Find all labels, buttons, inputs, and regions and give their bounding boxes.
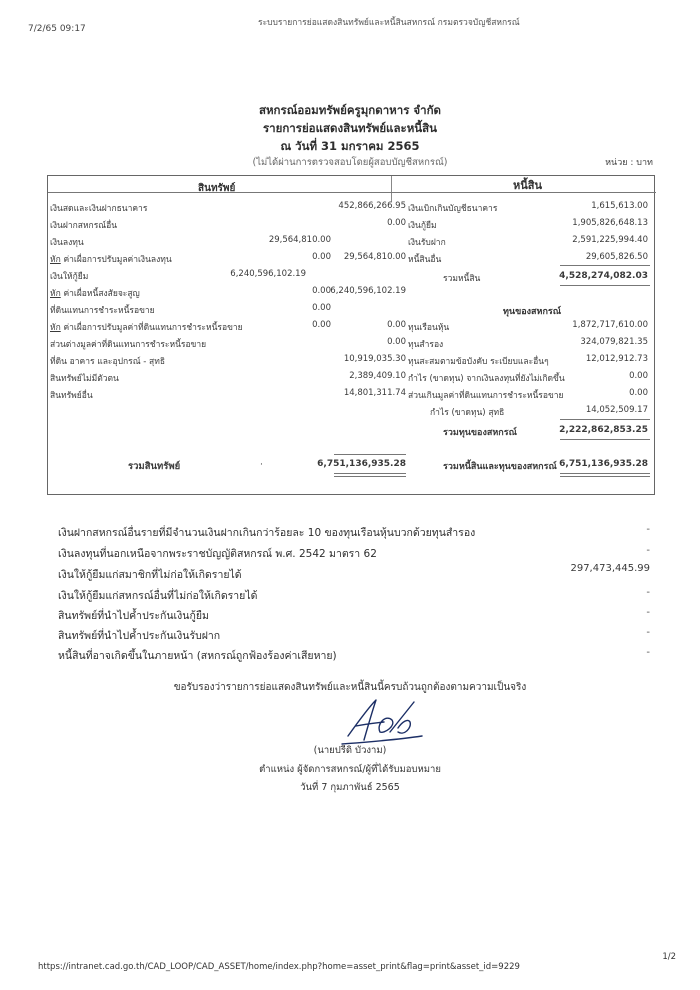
equity-label: ทุนสำรอง (408, 340, 444, 350)
deduct-prefix: หัก (50, 289, 61, 299)
equity-value: 0.00 (629, 388, 648, 398)
equity-label: กำไร (ขาดทุน) จากเงินลงทุนที่ยังไม่เกิดขึ้น (408, 374, 565, 384)
liability-label: หนี้สินอื่น (408, 255, 442, 265)
asset-net: 452,866,266.95 (338, 201, 406, 211)
asset-net: 14,801,311.74 (343, 388, 406, 398)
disclosure-value: - (646, 587, 650, 598)
liability-subtotal-line (560, 265, 650, 266)
assets-total-line-2 (334, 476, 406, 477)
deduct-prefix: หัก (50, 323, 61, 333)
assets-total-top-line (334, 454, 406, 455)
grand-total-label: รวมหนี้สินและทุนของสหกรณ์ (443, 462, 557, 472)
page-number: 1/2 (662, 952, 676, 962)
disclosure-label: เงินให้กู้ยืมแก่สมาชิกที่ไม่ก่อให้เกิดรายได้ (58, 569, 242, 581)
asset-label: เงินสดและเงินฝากธนาคาร (50, 204, 148, 214)
disclosure-value: - (646, 607, 650, 618)
disclosure-value: - (646, 524, 650, 535)
liability-value: 1,905,826,648.13 (572, 218, 648, 228)
equity-total-line (560, 439, 650, 440)
equity-value: 324,079,821.35 (580, 337, 648, 347)
asset-net: 0.00 (387, 320, 406, 330)
equity-value: 0.00 (629, 371, 648, 381)
unit-label: หน่วย : บาท (605, 158, 653, 168)
asset-label: สินทรัพย์ไม่มีตัวตน (50, 374, 119, 384)
asset-label: ที่ดินแทนการชำระหนี้รอขาย (50, 306, 155, 316)
equity-total: 2,222,862,853.25 (559, 425, 648, 435)
audit-note: (ไม่ได้ผ่านการตรวจสอบโดยผู้สอบบัญชีสหกรณ์) (252, 157, 448, 168)
signatory-position: ตำแหน่ง ผู้จัดการสหกรณ์/ผู้ที่ได้รับมอบหมาย (259, 764, 441, 775)
grand-total-line-1 (560, 473, 650, 474)
signatory-name: (นายปรีดิ บัวงาม) (313, 745, 387, 756)
asset-amount: 29,564,810.00 (268, 235, 331, 245)
equity-label: ทุนเรือนหุ้น (408, 323, 450, 333)
asset-amount: 0.00 (312, 320, 331, 330)
liabilities-total-label: รวมหนี้สิน (443, 274, 481, 284)
disclosure-label: สินทรัพย์ที่นำไปค้ำประกันเงินรับฝาก (58, 630, 221, 642)
assets-total: 6,751,136,935.28 (317, 459, 406, 469)
disclosure-label: สินทรัพย์ที่นำไปค้ำประกันเงินกู้ยืม (58, 610, 209, 622)
disclosure-value: - (646, 627, 650, 638)
asset-label: ที่ดิน อาคาร และอุปกรณ์ - สุทธิ (50, 357, 166, 367)
statement-box (47, 175, 655, 495)
disclosure-label: เงินฝากสหกรณ์อื่นรายที่มีจำนวนเงินฝากเกินกว่าร้อยละ 10 ของทุนเรือนหุ้นบวกด้วยทุนสำรอง (58, 527, 476, 539)
equity-value: 12,012,912.73 (585, 354, 648, 364)
signature-date: วันที่ 7 กุมภาพันธ์ 2565 (300, 782, 400, 793)
asset-label: เงินลงทุน (50, 238, 84, 248)
grand-total: 6,751,136,935.28 (559, 459, 648, 469)
disclosure-label: หนี้สินที่อาจเกิดขึ้นในภายหน้า (สหกรณ์ถูกฟ้องร้องค่าเสียหาย) (58, 650, 337, 662)
asset-label-deduct (50, 286, 140, 300)
asset-label: เงินให้กู้ยืม (50, 272, 89, 282)
equity-label: ทุนสะสมตามข้อบังคับ ระเบียบและอื่นๆ (408, 357, 549, 367)
equity-value: 14,052,509.17 (585, 405, 648, 415)
asset-label-text: ค่าเผื่อการปรับมูลค่าเงินลงทุน (60, 255, 172, 265)
disclosure-value: - (646, 647, 650, 658)
grand-total-line-2 (560, 476, 650, 477)
asset-net: 29,564,810.00 (343, 252, 406, 262)
asset-net: 10,919,035.30 (343, 354, 406, 364)
assets-header: สินทรัพย์ (198, 183, 236, 194)
equity-subtotal-line (560, 419, 650, 420)
disclosure-value: 297,473,445.99 (570, 563, 650, 574)
equity-header: ทุนของสหกรณ์ (503, 307, 562, 317)
liability-label: เงินเบิกเกินบัญชีธนาคาร (408, 204, 498, 214)
liability-value: 2,591,225,994.40 (572, 235, 648, 245)
system-name: ระบบรายการย่อแสดงสินทรัพย์และหนี้สินสหกรณ์ กรมตรวจบัญชีสหกรณ์ (258, 18, 520, 28)
asset-amount: 0.00 (312, 303, 331, 313)
liabilities-total: 4,528,274,082.03 (559, 271, 648, 281)
asset-label-deduct (50, 320, 243, 334)
report-title: รายการย่อแสดงสินทรัพย์และหนี้สิน (262, 121, 438, 135)
disclosure-label: เงินให้กู้ยืมแก่สหกรณ์อื่นที่ไม่ก่อให้เกิดรายได้ (58, 590, 258, 602)
stray-mark: · (260, 460, 263, 470)
equity-value: 1,872,717,610.00 (572, 320, 648, 330)
asset-amount: 0.00 (312, 252, 331, 262)
org-name: สหกรณ์ออมทรัพย์ครูมุกดาหาร จำกัด (258, 103, 442, 117)
asset-label-text: ค่าเผื่อหนี้สงสัยจะสูญ (60, 289, 140, 299)
equity-label: ส่วนเกินมูลค่าที่ดินแทนการชำระหนี้รอขาย (408, 391, 564, 401)
certification-text: ขอรับรองว่ารายการย่อแสดงสินทรัพย์และหนี้สินนี้ครบถ้วนถูกต้องตามความเป็นจริง (173, 682, 527, 693)
liability-value: 29,605,826.50 (585, 252, 648, 262)
asset-net: 6,240,596,102.19 (330, 286, 406, 296)
footer-url[interactable]: https://intranet.cad.go.th/CAD_LOOP/CAD_ASSET/home/index.php?home=asset_print&flag=print&asset_id=9229 (38, 962, 520, 972)
liability-value: 1,615,613.00 (591, 201, 648, 211)
asset-label: เงินฝากสหกรณ์อื่น (50, 221, 118, 231)
print-datetime: 7/2/65 09:17 (28, 24, 86, 34)
liabilities-header: หนี้สิน (513, 179, 543, 192)
report-date: ณ วันที่ 31 มกราคม 2565 (280, 139, 420, 153)
disclosure-value: - (646, 545, 650, 556)
equity-total-label: รวมทุนของสหกรณ์ (443, 428, 517, 438)
asset-label: สินทรัพย์อื่น (50, 391, 93, 401)
assets-total-line-1 (334, 473, 406, 474)
asset-amount: 0.00 (312, 286, 331, 296)
header-underline (48, 192, 656, 193)
asset-net: 0.00 (387, 337, 406, 347)
asset-label-deduct (50, 252, 172, 266)
asset-amount: 6,240,596,102.19 (230, 269, 306, 279)
asset-net: 2,389,409.10 (349, 371, 406, 381)
liability-total-line (560, 285, 650, 286)
asset-label-text: ค่าเผื่อการปรับมูลค่าที่ดินแทนการชำระหนี้รอขาย (60, 323, 243, 333)
liability-label: เงินรับฝาก (408, 238, 446, 248)
asset-net: 0.00 (387, 218, 406, 228)
asset-label: ส่วนต่างมูลค่าที่ดินแทนการชำระหนี้รอขาย (50, 340, 207, 350)
disclosure-label: เงินลงทุนที่นอกเหนือจากพระราชบัญญัติสหกรณ์ พ.ศ. 2542 มาตรา 62 (58, 548, 377, 560)
assets-total-label: รวมสินทรัพย์ (128, 461, 181, 472)
liability-label: เงินกู้ยืม (408, 221, 437, 231)
deduct-prefix: หัก (50, 255, 61, 265)
equity-label: กำไร (ขาดทุน) สุทธิ (430, 408, 505, 418)
column-divider (391, 176, 392, 202)
